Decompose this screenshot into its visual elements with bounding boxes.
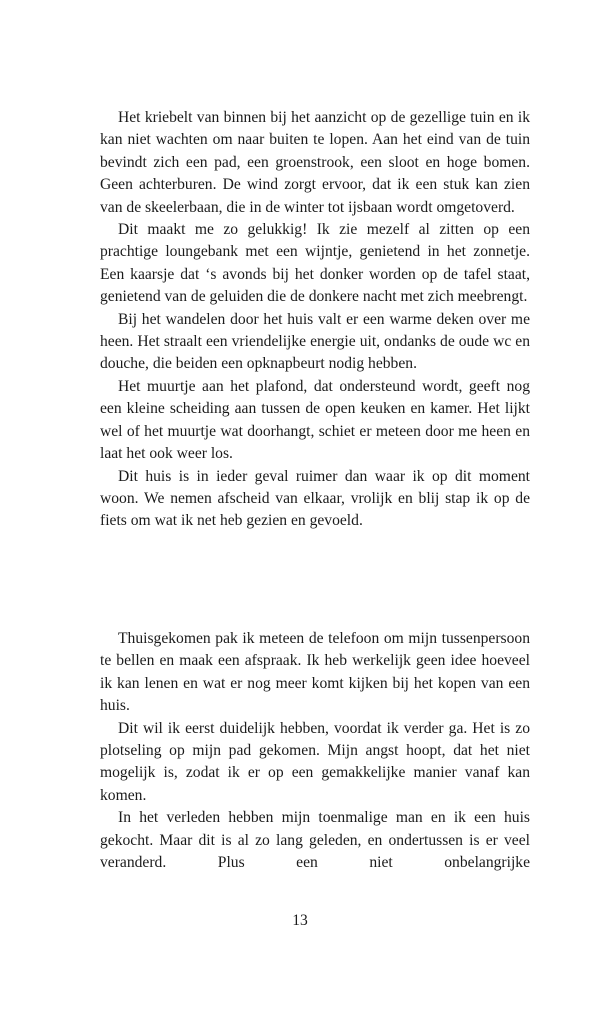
page-number: 13 xyxy=(292,912,308,929)
paragraph-last-line-justified: In het verleden hebben mijn toenmalige man en ik een huis gekocht. Maar dit is al zo lang geleden, en ondertussen is er veel veranderd. Plus een niet onbelangrijke xyxy=(100,809,530,872)
paragraph: Thuisgekomen pak ik meteen de telefoon om mijn tussenpersoon te bellen en maak een afspraak. Ik heb werkelijk geen idee hoeveel ik kan lenen en wat er nog meer komt kijken bij het kopen van een huis. xyxy=(100,630,530,715)
paragraph: Dit maakt me zo gelukkig! Ik zie mezelf al zitten op een prachtige loungebank met een wijntje, genietend in het zonnetje. Een kaarsje dat ‘s avonds bij het donker worden op de tafel staat, genietend van de geluiden die de donkere nacht met zich meebrengt. xyxy=(100,221,530,306)
paragraph: Dit huis is in ieder geval ruimer dan waar ik op dit moment woon. We nemen afscheid van elkaar, vrolijk en blij stap ik op de fiets om wat ik net heb gezien en gevoeld. xyxy=(100,467,530,530)
paragraph: Dit wil ik eerst duidelijk hebben, voordat ik verder ga. Het is zo plotseling op mijn pad gekomen. Mijn angst hoopt, dat het niet mogelijk is, zodat ik er op een gemakkelijke manier vanaf kan komen. xyxy=(100,719,530,804)
paragraph: Bij het wandelen door het huis valt er een warme deken over me heen. Het straalt een vriendelijke energie uit, ondanks de oude wc en douche, die beiden een opknapbeurt nodig hebben. xyxy=(100,310,530,373)
text-section-1 xyxy=(100,107,530,533)
paragraph: Het kriebelt van binnen bij het aanzicht op de gezellige tuin en ik kan niet wachten om naar buiten te lopen. Aan het eind van de tuin bevindt zich een pad, een groenstrook, een sloot en hoge bomen. Geen achterburen. De wind zorgt ervoor, dat ik een stuk kan zien van de skeelerbaan, die in de winter tot ijsbaan wordt omgetoverd. xyxy=(100,109,530,216)
text-section-2 xyxy=(100,628,530,874)
paragraph: Het muurtje aan het plafond, dat ondersteund wordt, geeft nog een kleine scheiding aan tussen de open keuken en kamer. Het lijkt wel of het muurtje wat doorhangt, schiet er meteen door me heen en laat het ook weer los. xyxy=(100,377,530,463)
